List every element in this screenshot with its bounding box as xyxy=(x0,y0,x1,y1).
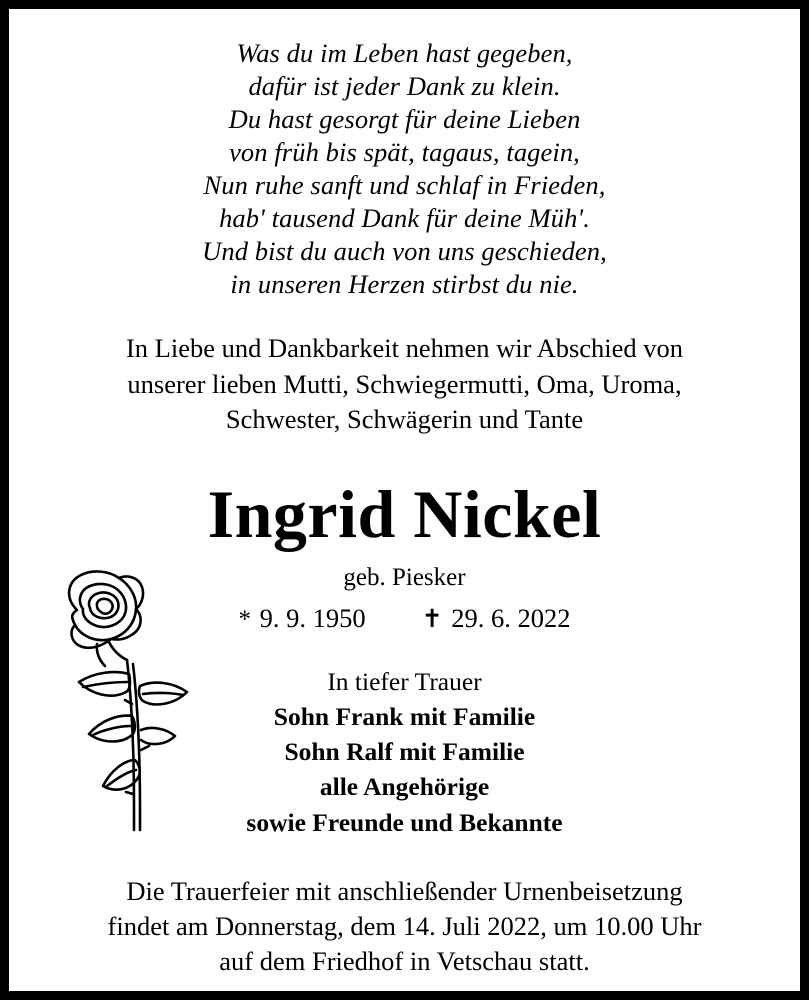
birth-date-value: 9. 9. 1950 xyxy=(259,602,366,633)
maiden-name: geb. Piesker xyxy=(343,563,466,591)
funeral-line: findet am Donnerstag, dem 14. Juli 2022, um 10.00 Uhr xyxy=(107,910,702,941)
rose-icon xyxy=(33,554,193,844)
cross-icon: ✝ xyxy=(421,605,443,633)
poem-line: Und bist du auch von uns geschieden, xyxy=(202,235,607,266)
mourner-line: sowie Freunde und Bekannte xyxy=(246,807,563,837)
mourner-line: Sohn Ralf mit Familie xyxy=(284,737,525,767)
funeral-details-block xyxy=(108,874,702,980)
mourner-line: Sohn Frank mit Familie xyxy=(273,701,536,731)
poem-line: dafür ist jeder Dank zu klein. xyxy=(248,70,561,101)
poem-line: Du hast gesorgt für deine Lieben xyxy=(228,103,581,134)
poem-line: Was du im Leben hast gegeben, xyxy=(236,38,573,68)
mourners-block xyxy=(246,664,562,840)
mourner-line: alle Angehörige xyxy=(319,772,490,802)
death-date-value: 29. 6. 2022 xyxy=(451,602,571,633)
mourning-heading: In tiefer Trauer xyxy=(327,666,482,696)
funeral-line: auf dem Friedhof in Vetschau statt. xyxy=(219,946,590,977)
intro-block xyxy=(126,331,683,438)
poem-line: hab' tausend Dank für deine Müh'. xyxy=(219,202,590,233)
poem-line: in unseren Herzen stirbst du nie. xyxy=(230,268,579,299)
birth-date xyxy=(239,603,366,634)
funeral-line: Die Trauerfeier mit anschließender Urnenbeisetzung xyxy=(126,875,683,906)
life-dates xyxy=(239,603,571,634)
intro-line: Schwester, Schwägerin und Tante xyxy=(225,404,584,435)
poem-block xyxy=(202,37,607,301)
poem-line: von früh bis spät, tagaus, tagein, xyxy=(229,136,580,167)
asterisk-icon: * xyxy=(238,605,252,633)
intro-line: In Liebe und Dankbarkeit nehmen wir Abschied von xyxy=(125,332,684,363)
poem-line: Nun ruhe sanft und schlaf in Frieden, xyxy=(203,169,606,200)
deceased-name: Ingrid Nickel xyxy=(207,475,602,552)
death-date xyxy=(422,603,571,634)
intro-line: unserer lieben Mutti, Schwiegermutti, Oma, Uroma, xyxy=(127,368,682,399)
